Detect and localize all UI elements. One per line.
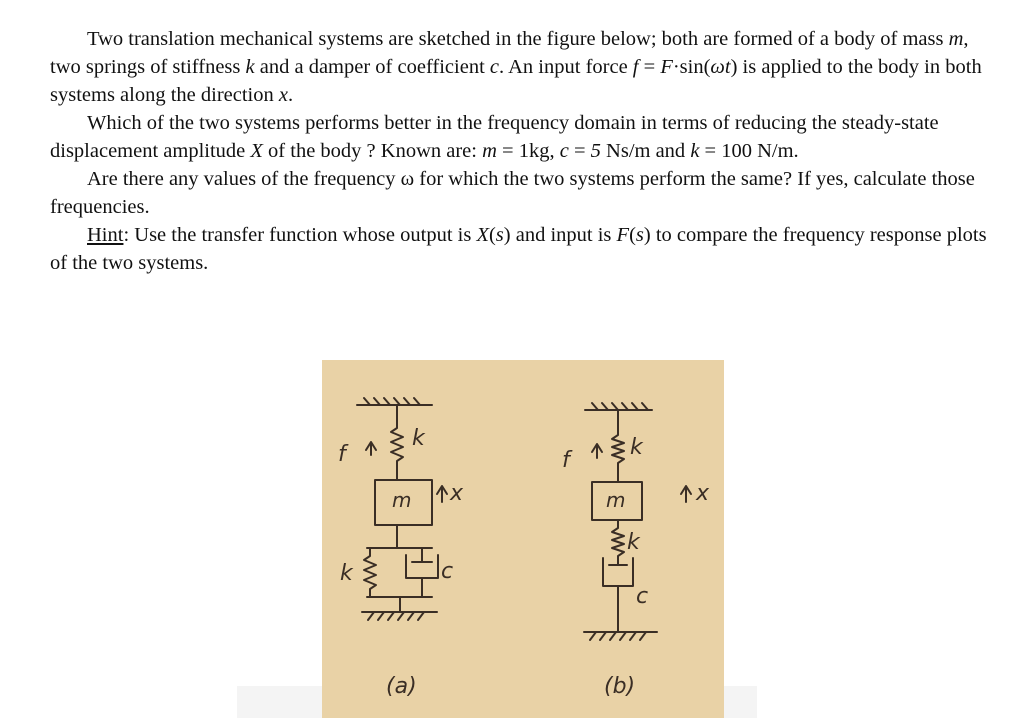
symbol-F: F	[616, 224, 630, 246]
symbol-m: m	[482, 140, 497, 162]
problem-text	[50, 25, 995, 277]
label-b-c: c	[636, 584, 649, 609]
mechanical-systems-figure	[322, 360, 724, 718]
label-a-c: c	[441, 559, 454, 584]
text: and a damper of coefficient	[254, 56, 490, 78]
symbol-x: x	[278, 84, 288, 106]
text: . An input force	[499, 56, 633, 78]
text: ) to compare the frequency response plots of the two systems.	[50, 224, 987, 274]
text: Ns/m and	[600, 140, 691, 162]
text: for which the two systems perform the same? If yes, calculate those frequencies.	[50, 168, 975, 218]
paragraph-1	[50, 25, 995, 109]
paragraph-4	[50, 221, 995, 277]
label-a-f: f	[338, 442, 346, 467]
label-b-f: f	[562, 448, 570, 473]
symbol-c: c	[489, 56, 499, 78]
text: ·sin(	[672, 56, 711, 78]
text: (	[488, 224, 496, 246]
symbol-X: X	[476, 224, 489, 246]
text: .	[287, 84, 294, 106]
label-b-x: x	[696, 481, 710, 506]
label-a-x: x	[450, 481, 464, 506]
paragraph-2	[50, 109, 995, 165]
label-a-k-top: k	[412, 426, 425, 451]
symbol-c: c	[559, 140, 569, 162]
symbol-omega: ω	[400, 168, 415, 190]
text: =	[638, 56, 661, 78]
symbol-k: k	[245, 56, 255, 78]
text: Are there any values of the frequency	[87, 168, 401, 190]
text: Two translation mechanical systems are sketched in the figure below; both are formed of a body of mass	[87, 28, 949, 50]
text: Which of the two systems performs better in the frequency domain in terms of reducing the steady-state displacement amplitude	[50, 112, 939, 162]
symbol-s: s	[635, 224, 644, 246]
text: = 100 N/m.	[699, 140, 799, 162]
text: : Use the transfer function whose output is	[123, 224, 477, 246]
value-c: 5	[590, 140, 601, 162]
label-a-k-bottom: k	[340, 561, 353, 586]
text: ) and input is	[503, 224, 617, 246]
text: =	[568, 140, 591, 162]
hint-label: Hint	[87, 224, 124, 246]
text: ) is applied to the body in both systems along the direction	[50, 56, 982, 106]
label-system-b: (b)	[604, 674, 636, 699]
text: , two springs of stiffness	[50, 28, 969, 78]
text: = 1kg,	[496, 140, 560, 162]
label-b-k-top: k	[630, 435, 643, 460]
systems-sketch	[322, 360, 724, 718]
symbol-F: F	[660, 56, 673, 78]
symbol-f: f	[632, 56, 639, 78]
symbol-m: m	[948, 28, 964, 50]
symbol-wt: ωt	[710, 56, 731, 78]
symbol-s: s	[495, 224, 504, 246]
symbol-k: k	[690, 140, 700, 162]
label-a-m: m	[392, 488, 412, 512]
label-b-k-mid: k	[627, 530, 640, 555]
label-b-m: m	[606, 488, 626, 512]
label-system-a: (a)	[386, 674, 417, 699]
symbol-X: X	[250, 140, 263, 162]
text: of the body ? Known are:	[262, 140, 483, 162]
paragraph-3	[50, 165, 995, 221]
text: (	[629, 224, 636, 246]
